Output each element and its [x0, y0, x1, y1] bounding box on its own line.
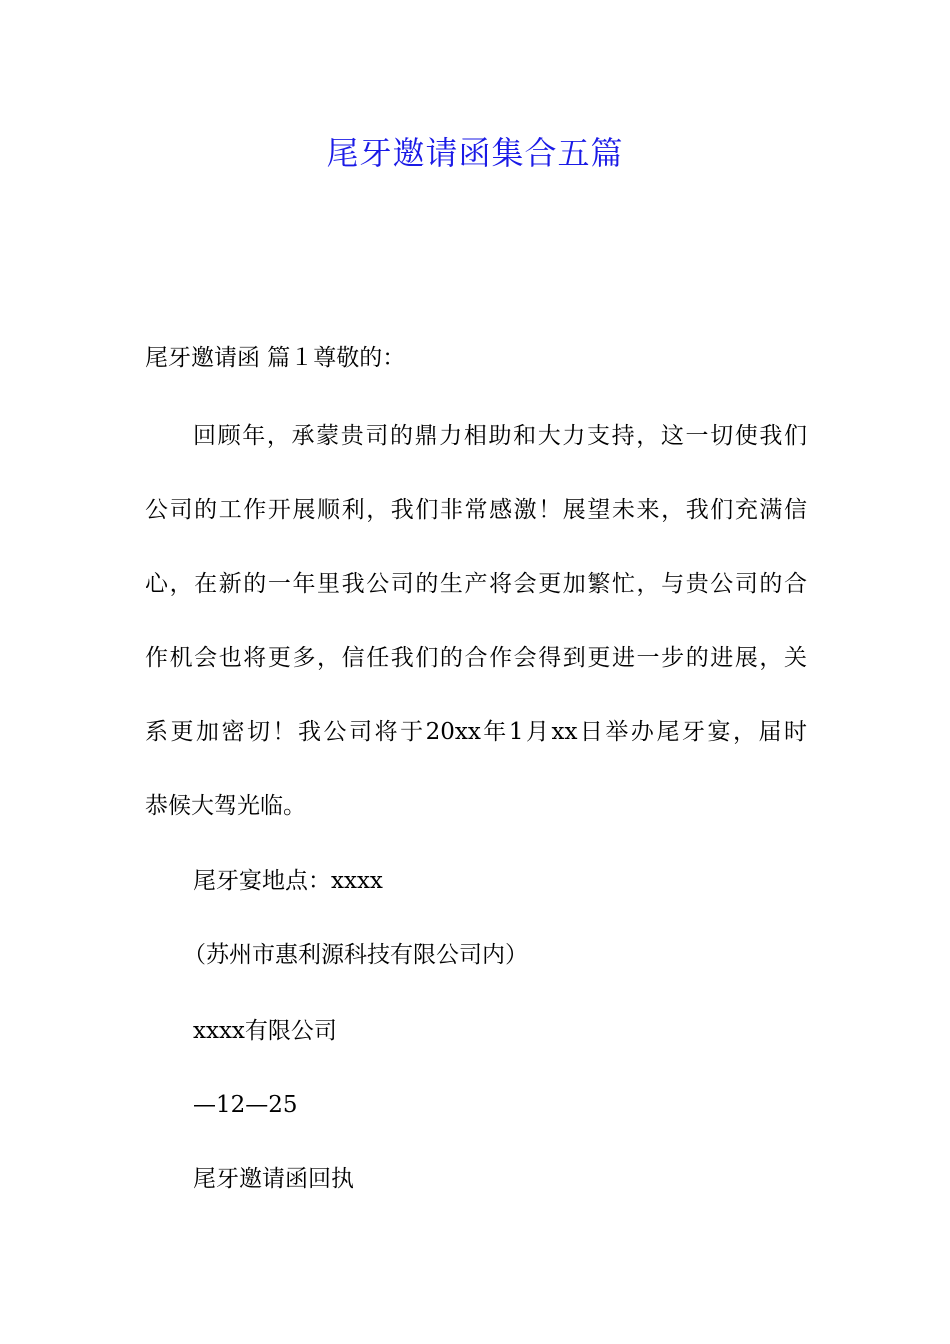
company-name: xxxx有限公司: [193, 1018, 337, 1044]
document-title: 尾牙邀请函集合五篇: [326, 134, 624, 172]
paragraph-line: 公司的工作开展顺利，我们非常感激！展望未来，我们充满信: [145, 497, 807, 523]
salutation: 尾牙邀请函 篇１尊敬的：: [145, 345, 406, 371]
paragraph-line: 心，在新的一年里我公司的生产将会更加繁忙，与贵公司的合: [145, 571, 807, 597]
venue-note: （苏州市惠利源科技有限公司内）: [183, 942, 528, 968]
paragraph-line: 恭候大驾光临。: [145, 793, 306, 819]
paragraph-line: 回顾年，承蒙贵司的鼎力相助和大力支持，这一切使我们: [193, 423, 807, 449]
reply-heading: 尾牙邀请函回执: [193, 1166, 354, 1192]
paragraph-line: 系更加密切！我公司将于20xx年1月xx日举办尾牙宴，届时: [145, 719, 807, 745]
venue-line: 尾牙宴地点：xxxx: [193, 868, 383, 894]
document-date: —12—25: [193, 1092, 298, 1118]
paragraph-line: 作机会也将更多，信任我们的合作会得到更进一步的进展，关: [145, 645, 807, 671]
